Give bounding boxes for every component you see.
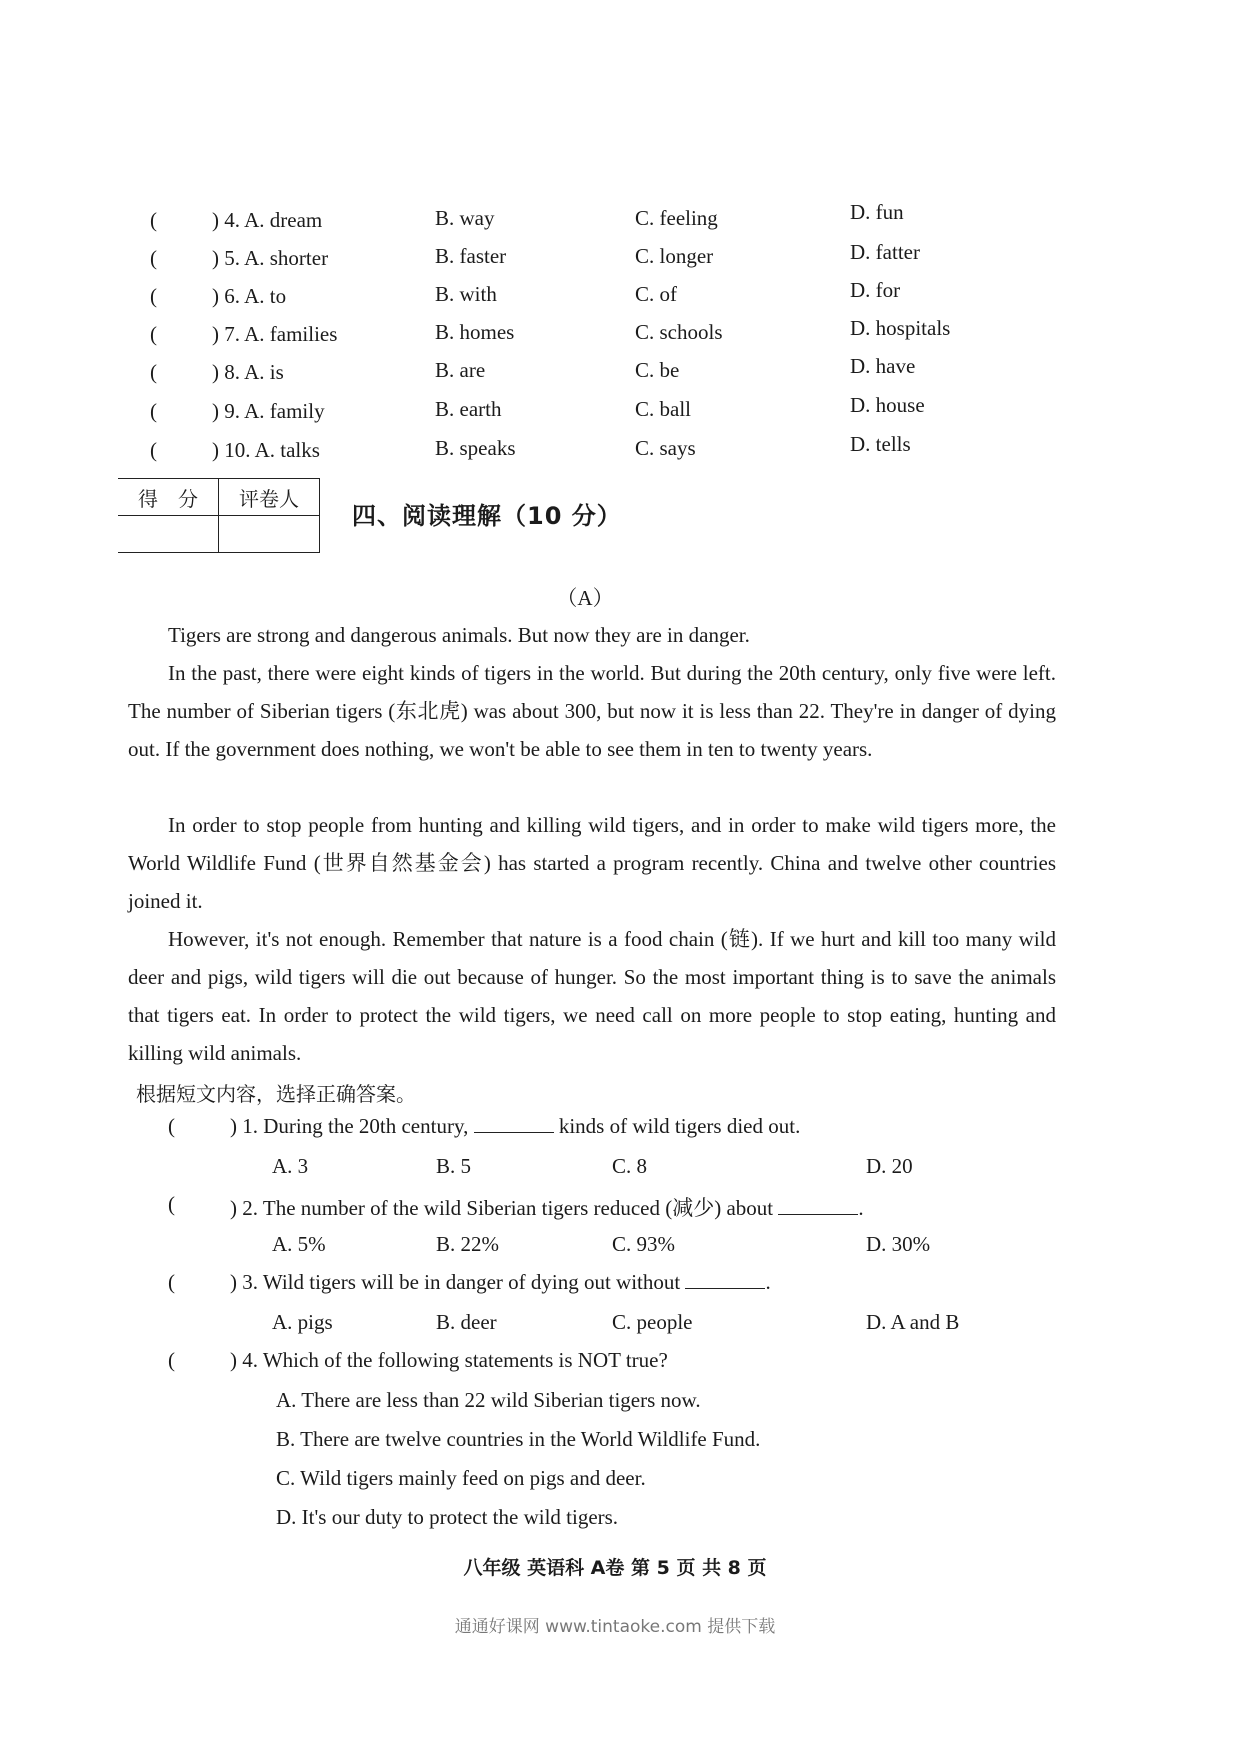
- cloze-row: [150, 240, 1010, 278]
- cloze-option-b: B. with: [435, 282, 497, 306]
- option-a: A. 3: [272, 1154, 309, 1178]
- cloze-option-a: ) 7. A. families: [212, 322, 338, 346]
- cloze-option-d: D. fatter: [850, 240, 920, 264]
- answer-paren: (: [168, 1192, 175, 1216]
- passage-paragraph: In the past, there were eight kinds of tigers in the world. But during the 20th century, only five were left. The number of Siberian tigers (东北虎) was about 300, but now it is less than 22. They're in danger of dying out. If the government does nothing, we won't be able to see them in ten to twenty years.: [128, 661, 1056, 761]
- cloze-option-b: B. speaks: [435, 436, 516, 460]
- cloze-option-a: ) 9. A. family: [212, 399, 325, 423]
- question-stem: ) 3. Wild tigers will be in danger of dying out without .: [230, 1270, 771, 1294]
- question-stem: ) 1. During the 20th century, kinds of wild tigers died out.: [230, 1114, 801, 1138]
- question-2: [168, 1192, 1068, 1228]
- cloze-option-d: D. have: [850, 354, 916, 378]
- option-c: C. 93%: [612, 1232, 675, 1256]
- cloze-option-d: D. for: [850, 278, 901, 302]
- option-d: D. 20: [866, 1154, 913, 1178]
- passage-paragraph: In order to stop people from hunting and killing wild tigers, and in order to make wild tigers more, the World Wildlife Fund (世界自然基金会) has started a program recently. China and twelve other countries joined it.: [128, 813, 1056, 913]
- answer-paren: (: [150, 284, 157, 308]
- section-title: 四、阅读理解（10 分）: [352, 502, 622, 530]
- option-b: B. deer: [436, 1310, 497, 1334]
- cloze-option-c: C. longer: [635, 244, 714, 268]
- instruction: 根据短文内容，选择正确答案。: [136, 1082, 416, 1106]
- cloze-option-a: ) 4. A. dream: [212, 208, 323, 232]
- statement-d: D. It's our duty to protect the wild tigers.: [276, 1505, 619, 1529]
- option-a: A. 5%: [272, 1232, 326, 1256]
- grader-cell[interactable]: [219, 516, 320, 553]
- cloze-option-b: B. are: [435, 358, 486, 382]
- question-3: [168, 1270, 1068, 1306]
- cloze-option-d: D. hospitals: [850, 316, 951, 340]
- statement-c: C. Wild tigers mainly feed on pigs and deer.: [276, 1466, 646, 1490]
- cloze-row: [150, 200, 1010, 240]
- question-4: [168, 1348, 1068, 1384]
- answer-blank: [685, 1270, 765, 1289]
- answer-paren: (: [150, 208, 157, 232]
- score-table: [118, 478, 320, 553]
- option-b: B. 5: [436, 1154, 472, 1178]
- statement-b: B. There are twelve countries in the World Wildlife Fund.: [276, 1427, 761, 1451]
- cloze-row: [150, 278, 1010, 316]
- question-options: [272, 1154, 1072, 1190]
- answer-paren: (: [150, 246, 157, 270]
- cloze-row: [150, 354, 1010, 392]
- cloze-option-a: ) 6. A. to: [212, 284, 287, 308]
- cloze-option-b: B. way: [435, 206, 495, 230]
- question-options: [272, 1232, 1072, 1268]
- passage-label: （A）: [556, 586, 614, 610]
- passage-paragraph: Tigers are strong and dangerous animals. But now they are in danger.: [168, 623, 750, 647]
- question-1: [168, 1114, 1068, 1150]
- option-b: B. 22%: [436, 1232, 499, 1256]
- cloze-option-c: C. feeling: [635, 206, 718, 230]
- score-cell[interactable]: [118, 516, 219, 553]
- question-stem: ) 2. The number of the wild Siberian tigers reduced (减少) about .: [230, 1196, 864, 1220]
- cloze-option-a: ) 5. A. shorter: [212, 246, 329, 270]
- option-d: D. 30%: [866, 1232, 931, 1256]
- answer-blank: [474, 1114, 554, 1133]
- cloze-option-b: B. faster: [435, 244, 507, 268]
- cloze-option-d: D. house: [850, 393, 925, 417]
- option-c: C. 8: [612, 1154, 648, 1178]
- page-footer: 八年级 英语科 A卷 第 5 页 共 8 页: [463, 1557, 767, 1579]
- cloze-option-c: C. be: [635, 358, 680, 382]
- option-d: D. A and B: [866, 1310, 960, 1334]
- question-stem: ) 4. Which of the following statements is NOT true?: [230, 1348, 668, 1372]
- answer-paren: (: [150, 399, 157, 423]
- cloze-option-b: B. homes: [435, 320, 515, 344]
- cloze-row: [150, 393, 1010, 431]
- cloze-option-a: ) 10. A. talks: [212, 438, 320, 462]
- answer-paren: (: [150, 438, 157, 462]
- cloze-option-c: C. ball: [635, 397, 691, 421]
- cloze-option-a: ) 8. A. is: [212, 360, 284, 384]
- option-a: A. pigs: [272, 1310, 333, 1334]
- grader-header: 评卷人: [219, 479, 320, 516]
- watermark: 通通好课网 www.tintaoke.com 提供下载: [454, 1617, 776, 1637]
- cloze-row: [150, 316, 1010, 354]
- cloze-option-d: D. tells: [850, 432, 911, 456]
- answer-paren: (: [168, 1114, 175, 1138]
- question-options: [272, 1310, 1072, 1346]
- cloze-option-d: D. fun: [850, 200, 904, 224]
- statement-a: A. There are less than 22 wild Siberian tigers now.: [276, 1388, 701, 1412]
- option-c: C. people: [612, 1310, 693, 1334]
- answer-paren: (: [150, 322, 157, 346]
- cloze-option-c: C. schools: [635, 320, 723, 344]
- cloze-row: [150, 432, 1010, 470]
- answer-paren: (: [150, 360, 157, 384]
- score-header: 得 分: [118, 479, 219, 516]
- answer-paren: (: [168, 1270, 175, 1294]
- passage-paragraph: However, it's not enough. Remember that nature is a food chain (链). If we hurt and kill too many wild deer and pigs, wild tigers will die out because of hunger. So the most important thing is to save the animals that tigers eat. In order to protect the wild tigers, we need call on more people to stop eating, hunting and killing wild animals.: [128, 927, 1056, 1065]
- answer-paren: (: [168, 1348, 175, 1372]
- cloze-option-c: C. says: [635, 436, 696, 460]
- cloze-option-c: C. of: [635, 282, 677, 306]
- cloze-option-b: B. earth: [435, 397, 502, 421]
- answer-blank: [778, 1196, 858, 1215]
